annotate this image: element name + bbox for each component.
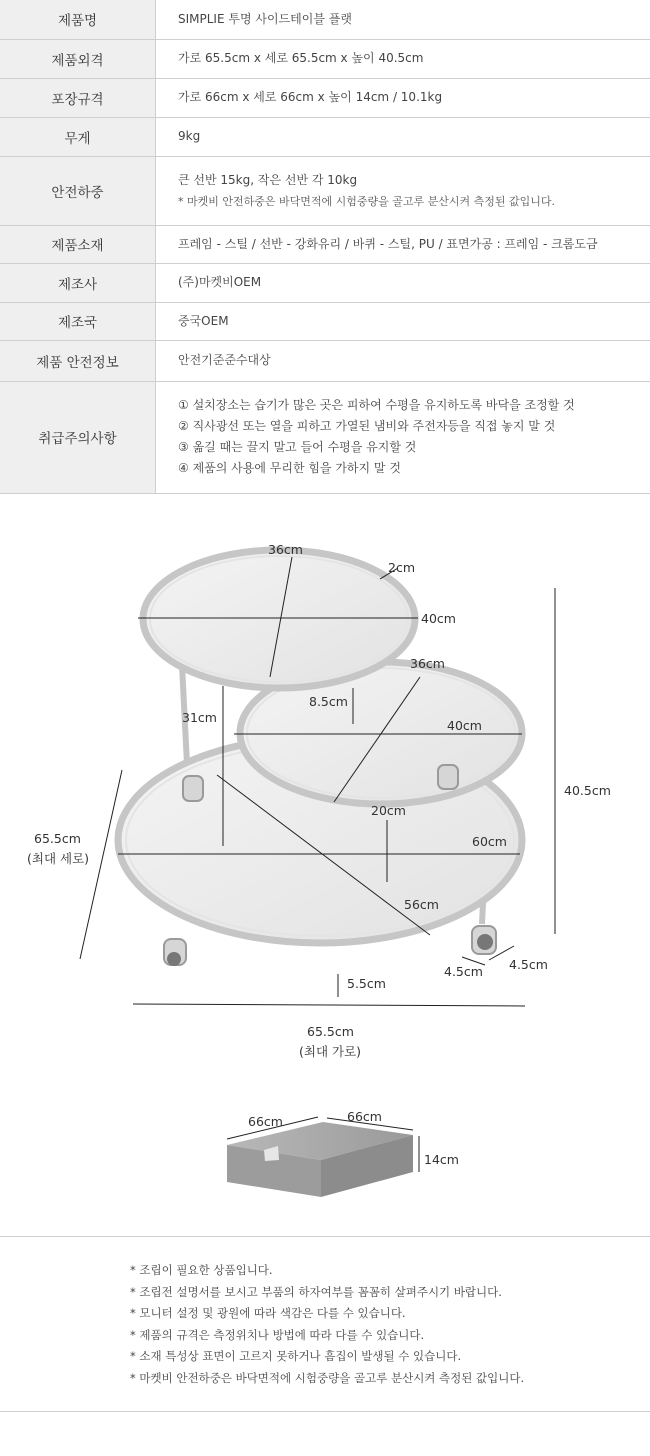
- spec-row-material: [0, 225, 650, 263]
- spec-text: 가로 65.5cm x 세로 65.5cm x 높이 40.5cm: [178, 51, 424, 65]
- dimension-diagram: [0, 493, 650, 1237]
- dim-caster-height: 5.5cm: [347, 976, 386, 991]
- note-item: * 소재 특성상 표면이 고르지 못하거나 흠집이 발생될 수 있습니다.: [130, 1349, 462, 1363]
- spec-value: [156, 78, 650, 117]
- note-item: * 조립전 설명서를 보시고 부품의 하자여부를 꼼꼼히 살펴주시기 바랍니다.: [130, 1284, 502, 1299]
- spec-label: 포장규격: [0, 78, 156, 117]
- spec-value: [156, 381, 650, 493]
- package-height: 14cm: [424, 1152, 459, 1167]
- dim-mid-tray-width: 40cm: [447, 718, 482, 733]
- package-length: 66cm: [248, 1114, 283, 1129]
- dim-width: 65.5cm: [307, 1024, 354, 1039]
- dim-post-height: 31cm: [182, 710, 217, 725]
- dim-mid-tray-gap: 8.5cm: [309, 694, 348, 709]
- dim-depth: 65.5cm: [34, 831, 81, 846]
- spec-value: [156, 302, 650, 340]
- spec-text: 큰 선반 15kg, 작은 선반 각 10kg: [178, 172, 358, 187]
- top-tray: [143, 550, 415, 688]
- spec-text: SIMPLIE 투명 사이드테이블 플랫: [178, 11, 352, 26]
- dim-caster-a: 4.5cm: [444, 964, 483, 979]
- spec-label: 제품 안전정보: [0, 340, 156, 381]
- package-box-icon: [227, 1122, 413, 1197]
- dim-mid-tray-diameter: 36cm: [410, 656, 445, 671]
- dim-total-height: 40.5cm: [564, 783, 611, 798]
- spec-row-country: [0, 302, 650, 340]
- spec-row-safety: [0, 340, 650, 381]
- spec-row-name: [0, 0, 650, 39]
- dim-width-note: (최대 가로): [299, 1044, 362, 1059]
- spec-row-caution: [0, 381, 650, 493]
- product-spec-table: [0, 0, 650, 494]
- spec-row-size: [0, 39, 650, 78]
- spec-label: 제조국: [0, 302, 156, 340]
- spec-label: 무게: [0, 117, 156, 156]
- spec-value: [156, 156, 650, 225]
- spec-label: 안전하중: [0, 156, 156, 225]
- spec-label: 제품소재: [0, 225, 156, 263]
- spec-label: 제품명: [0, 0, 156, 39]
- spec-label: 제품외격: [0, 39, 156, 78]
- dim-rim-width: 2cm: [388, 560, 416, 575]
- spec-value: [156, 39, 650, 78]
- spec-note: * 마켓비 안전하중은 바닥면적에 시험중량을 골고루 분산시켜 측정된 값입니다.: [178, 194, 555, 208]
- spec-value: [156, 117, 650, 156]
- spec-row-weight: [0, 117, 650, 156]
- spec-text: 가로 66cm x 세로 66cm x 높이 14cm / 10.1kg: [178, 90, 443, 104]
- caution-item: ② 직사광선 또는 열을 피하고 가열된 냄비와 주전자등을 직접 놓지 말 것: [178, 419, 556, 433]
- caution-item: ① 설치장소는 습기가 많은 곳은 피하여 수평을 유지하도록 바닥을 조정할 것: [178, 398, 575, 412]
- spec-text: 안전기준준수대상: [178, 353, 271, 367]
- caution-item: ③ 옮길 때는 끌지 말고 들어 수평을 유지할 것: [178, 440, 417, 454]
- spec-value: [156, 340, 650, 381]
- dim-top-tray-width: 40cm: [421, 611, 456, 626]
- spec-row-maker: [0, 263, 650, 302]
- spec-value: [156, 263, 650, 302]
- dim-depth-note: (최대 세로): [27, 851, 90, 866]
- note-item: * 모니터 설정 및 광원에 따라 색감은 다를 수 있습니다.: [130, 1306, 406, 1320]
- spec-label: 취급주의사항: [0, 381, 156, 493]
- spec-value: [156, 0, 650, 39]
- note-item: * 마켓비 안전하중은 바닥면적에 시험중량을 골고루 분산시켜 측정된 값입니다.: [130, 1370, 525, 1385]
- note-item: * 조립이 필요한 상품입니다.: [130, 1263, 273, 1277]
- spec-value: [156, 225, 650, 263]
- spec-text: 중국OEM: [178, 313, 229, 328]
- notes-list: [130, 1260, 524, 1389]
- notes-section: [0, 1236, 650, 1412]
- caution-item: ④ 제품의 사용에 무리한 힘을 가하지 말 것: [178, 461, 401, 475]
- table-drawing: [0, 494, 650, 1237]
- dim-bottom-tray-diagonal: 56cm: [404, 897, 439, 912]
- dim-bottom-gap: 20cm: [371, 803, 406, 818]
- dim-caster-b: 4.5cm: [509, 957, 548, 972]
- spec-text: 9kg: [178, 129, 201, 143]
- note-item: * 제품의 규격은 측정위치나 방법에 따라 다를 수 있습니다.: [130, 1327, 425, 1342]
- package-width: 66cm: [347, 1109, 382, 1124]
- spec-text: 프레임 - 스틸 / 선반 - 강화유리 / 바퀴 - 스틸, PU / 표면가공 : 프레임 - 크롬도금: [178, 236, 598, 251]
- dim-bottom-tray-width: 60cm: [472, 834, 507, 849]
- dim-top-tray-diameter: 36cm: [268, 542, 303, 557]
- spec-label: 제조사: [0, 263, 156, 302]
- spec-text: (주)마켓비OEM: [178, 275, 262, 289]
- spec-row-package: [0, 78, 650, 117]
- spec-row-load: [0, 156, 650, 225]
